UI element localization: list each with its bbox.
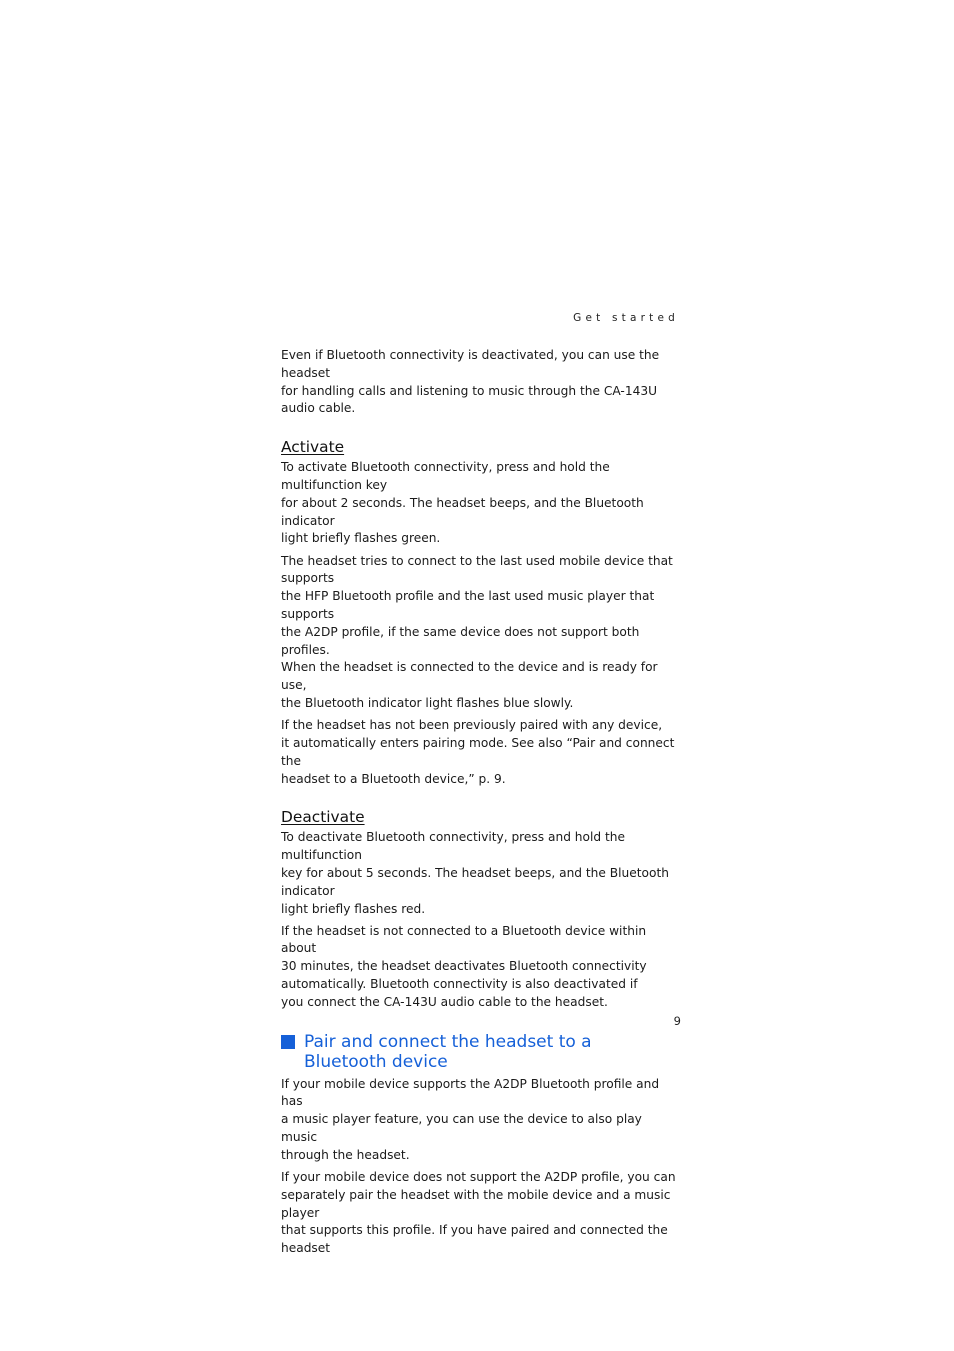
- pair-heading: Pair and connect the headset to a Bluetooth device: [304, 1031, 592, 1072]
- pair-heading-row: [281, 1032, 681, 1072]
- pair-paragraph-2: If your mobile device does not support the A2DP profile, you can separately pair the headset with the mobile device and a music player that supports this profile. If you have paired and connected the headset: [281, 1170, 676, 1256]
- deactivate-heading: Deactivate: [281, 808, 365, 827]
- activate-section: [281, 437, 681, 788]
- deactivate-section: [281, 807, 681, 1011]
- page-content: [281, 347, 681, 1262]
- activate-paragraph-1: To activate Bluetooth connectivity, press and hold the multifunction key for about 2 seconds. The headset beeps, and the Bluetooth indicator light briefly flashes green.: [281, 460, 644, 546]
- activate-heading: Activate: [281, 438, 345, 457]
- page-number: 9: [673, 1014, 681, 1028]
- activate-paragraph-3: If the headset has not been previously paired with any device, it automatically enters pairing mode. See also “Pair and connect the headset to a Bluetooth device,” p. 9.: [281, 718, 675, 786]
- intro-paragraph: Even if Bluetooth connectivity is deactivated, you can use the headset for handling calls and listening to music through the CA-143U audio cable.: [281, 348, 660, 416]
- running-header: Get started: [573, 312, 679, 324]
- deactivate-paragraph-2: If the headset is not connected to a Bluetooth device within about 30 minutes, the headset deactivates Bluetooth connectivity automatically. Bluetooth connectivity is also deactivated if you connect the CA-143U audio cable to the headset.: [281, 923, 647, 1009]
- pair-section: [281, 1032, 681, 1258]
- section-square-icon: [281, 1035, 295, 1049]
- activate-paragraph-2: The headset tries to connect to the last used mobile device that supports the HFP Bluetooth profile and the last used music player that supports the A2DP profile, if the same device does not support both profiles. When the headset is connected to the device and is ready for use, the Bluetooth indicator light flashes blue slowly.: [281, 553, 673, 710]
- deactivate-paragraph-1: To deactivate Bluetooth connectivity, press and hold the multifunction key for about 5 seconds. The headset beeps, and the Bluetooth indicator light briefly flashes red.: [281, 830, 669, 916]
- pair-paragraph-1: If your mobile device supports the A2DP Bluetooth profile and has a music player feature, you can use the device to also play music through the headset.: [281, 1076, 660, 1162]
